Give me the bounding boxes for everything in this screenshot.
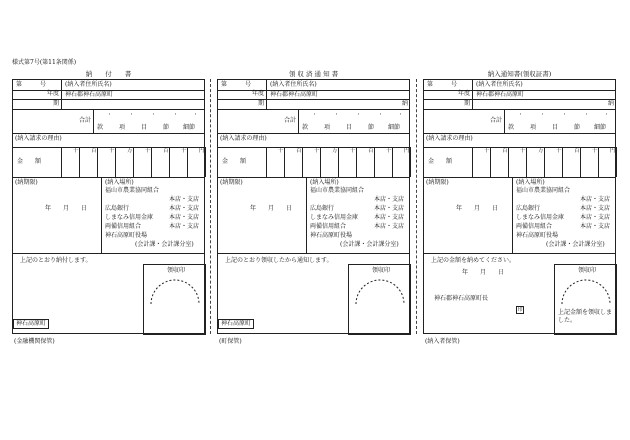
form-rule bbox=[13, 253, 204, 254]
stamp-note: 上記金額を領収しました。 bbox=[558, 309, 613, 324]
branch-label: 本店・支店 bbox=[374, 214, 405, 221]
amount-grid-line bbox=[374, 147, 375, 177]
amount-unit-label: 千 bbox=[350, 148, 356, 154]
account-col-label: 節 bbox=[368, 124, 375, 131]
account-dot: ・ bbox=[173, 112, 179, 118]
account-col-label: 款 bbox=[97, 124, 104, 131]
amount-unit-label: 円 bbox=[610, 148, 616, 154]
amount-grid-line bbox=[266, 147, 267, 177]
bank-name: 両備信用組合 bbox=[310, 223, 347, 230]
account-dot: ・ bbox=[540, 112, 546, 118]
amount-unit-label: 百 bbox=[368, 148, 374, 154]
form-rule bbox=[504, 109, 505, 133]
form-rule bbox=[218, 253, 409, 254]
amount-grid-line bbox=[61, 147, 62, 177]
payer-suffix: 納 bbox=[608, 100, 615, 107]
account-dot: ・ bbox=[356, 112, 362, 118]
row-no-label: 第 号 bbox=[16, 81, 47, 88]
amount-grid-line bbox=[526, 147, 527, 177]
deadline-label: (納期限) bbox=[15, 179, 38, 186]
bank-name: 広島銀行 bbox=[310, 205, 335, 212]
bank-name: しまなみ信用金庫 bbox=[516, 214, 565, 221]
account-col-label: 目 bbox=[346, 124, 353, 131]
form-rule bbox=[61, 80, 62, 109]
account-col-label: 目 bbox=[552, 124, 559, 131]
amount-grid-line bbox=[133, 147, 134, 177]
office-dept: (会計課・会計課分室) bbox=[135, 241, 194, 248]
amount-label: 金 額 bbox=[17, 158, 42, 165]
account-col-label: 款 bbox=[302, 124, 309, 131]
branch-label: 本店・支店 bbox=[580, 205, 611, 212]
row-year-label: 年度 bbox=[47, 90, 60, 97]
account-col-label: 節 bbox=[574, 124, 581, 131]
bank-name: 広島銀行 bbox=[105, 205, 130, 212]
amount-unit-label: 十 bbox=[386, 148, 392, 154]
branch-label: 本店・支店 bbox=[374, 205, 405, 212]
account-col-label: 細節 bbox=[388, 124, 401, 131]
amount-grid-line bbox=[562, 147, 563, 177]
total-label: 合計 bbox=[79, 117, 92, 124]
form-rule bbox=[472, 80, 473, 109]
row-period-label: 期 bbox=[464, 100, 471, 107]
form-rule bbox=[218, 177, 409, 178]
amount-grid-line bbox=[598, 147, 599, 177]
amount-unit-label: 万 bbox=[538, 148, 544, 154]
amount-grid-line bbox=[302, 147, 303, 177]
account-col-label: 項 bbox=[119, 124, 126, 131]
amount-grid-line bbox=[544, 147, 545, 177]
deadline-label: (納期限) bbox=[220, 179, 243, 186]
office-dept: (会計課・会計課分室) bbox=[340, 241, 399, 248]
amount-label: 金 額 bbox=[428, 158, 453, 165]
footer-box-label: 神石高原町 bbox=[13, 319, 49, 329]
form-rule bbox=[218, 109, 409, 110]
payer-label: (納入者住所氏名) bbox=[270, 81, 317, 88]
account-dot: ・ bbox=[604, 112, 610, 118]
amount-grid-line bbox=[320, 147, 321, 177]
form-rule bbox=[101, 177, 102, 253]
form-rule bbox=[13, 133, 204, 134]
account-dot: ・ bbox=[378, 112, 384, 118]
amount-grid-line bbox=[580, 147, 581, 177]
row-period-label: 期 bbox=[258, 100, 265, 107]
row-no-label: 第 号 bbox=[427, 81, 458, 88]
amount-unit-label: 百 bbox=[91, 148, 97, 154]
total-label: 合計 bbox=[284, 117, 297, 124]
form-rule bbox=[13, 99, 204, 100]
amount-unit-label: 十 bbox=[181, 148, 187, 154]
amount-grid-line bbox=[490, 147, 491, 177]
total-label: 合計 bbox=[490, 117, 503, 124]
payer-address: 神石郡神石高原町 bbox=[476, 91, 525, 98]
payer-address: 神石郡神石高原町 bbox=[270, 91, 319, 98]
account-col-label: 目 bbox=[141, 124, 148, 131]
cut-line bbox=[210, 79, 211, 334]
deadline-date: 年 月 日 bbox=[45, 205, 88, 212]
branch-label: 本店・支店 bbox=[580, 196, 611, 203]
payer-label: (納入者住所氏名) bbox=[476, 81, 523, 88]
footer-box-label: 神石高原町 bbox=[218, 319, 254, 329]
amount-label: 金 額 bbox=[222, 158, 247, 165]
row-year-label: 年度 bbox=[458, 90, 471, 97]
statement-text: 上記のとおり領収したから通知します。 bbox=[225, 257, 333, 264]
branch-label: 本店・支店 bbox=[169, 196, 200, 203]
place-label: (納入場所) bbox=[516, 179, 545, 186]
bank-name: しまなみ信用金庫 bbox=[310, 214, 359, 221]
amount-grid-line bbox=[284, 147, 285, 177]
amount-grid-line bbox=[187, 147, 188, 177]
amount-unit-label: 十 bbox=[109, 148, 115, 154]
amount-grid-line bbox=[338, 147, 339, 177]
office-dept: (会計課・会計課分室) bbox=[546, 241, 605, 248]
deadline-date: 年 月 日 bbox=[456, 205, 499, 212]
form-rule bbox=[306, 177, 307, 253]
stamp-label: 領収印 bbox=[167, 267, 186, 274]
stamp-arc-icon bbox=[149, 276, 201, 306]
form-title: 納入通知書(領収証書) bbox=[487, 70, 552, 78]
account-dot: ・ bbox=[562, 112, 568, 118]
amount-grid-line bbox=[616, 147, 617, 177]
place-label: (納入場所) bbox=[310, 179, 339, 186]
amount-unit-label: 千 bbox=[145, 148, 151, 154]
statement-text: 上記の金額を納めてください。 bbox=[431, 257, 516, 264]
mayor-label: 神石郡神石高原町長 bbox=[434, 295, 489, 302]
amount-unit-label: 円 bbox=[199, 148, 205, 154]
amount-grid-line bbox=[79, 147, 80, 177]
form-rule bbox=[424, 109, 615, 110]
amount-unit-label: 百 bbox=[502, 148, 508, 154]
stamp-arc-icon bbox=[354, 276, 406, 306]
claim-reason-label: (納入請求の理由) bbox=[220, 135, 267, 142]
stamp-label: 領収印 bbox=[372, 267, 391, 274]
form-title: 納 付 書 bbox=[85, 70, 132, 78]
amount-grid-line bbox=[97, 147, 98, 177]
form-rule bbox=[424, 177, 615, 178]
stamp-arc-icon bbox=[560, 276, 612, 306]
amount-unit-label: 百 bbox=[163, 148, 169, 154]
amount-unit-label: 十 bbox=[314, 148, 320, 154]
account-col-label: 細節 bbox=[183, 124, 196, 131]
payer-address: 神石郡神石高原町 bbox=[65, 91, 114, 98]
amount-grid-line bbox=[410, 147, 411, 177]
bank-main: 福山市農業協同組合 bbox=[516, 187, 571, 194]
branch-label: 本店・支店 bbox=[374, 223, 405, 230]
branch-label: 本店・支店 bbox=[169, 223, 200, 230]
amount-grid-line bbox=[205, 147, 206, 177]
branch-label: 本店・支店 bbox=[580, 214, 611, 221]
amount-unit-label: 百 bbox=[296, 148, 302, 154]
account-dot: ・ bbox=[151, 112, 157, 118]
amount-unit-label: 千 bbox=[484, 148, 490, 154]
form-rule bbox=[13, 109, 204, 110]
office-name: 神石高原町役場 bbox=[105, 232, 148, 239]
form-rule bbox=[424, 99, 615, 100]
amount-grid-line bbox=[151, 147, 152, 177]
payer-suffix: 納 bbox=[402, 100, 409, 107]
form-panel bbox=[217, 79, 410, 334]
branch-label: 本店・支店 bbox=[580, 223, 611, 230]
account-col-label: 節 bbox=[163, 124, 170, 131]
row-period-label: 期 bbox=[53, 100, 60, 107]
form-title: 領 収 済 通 知 書 bbox=[288, 70, 339, 78]
form-rule bbox=[13, 177, 204, 178]
claim-reason-label: (納入請求の理由) bbox=[426, 135, 473, 142]
amount-grid-line bbox=[472, 147, 473, 177]
account-dot: ・ bbox=[312, 112, 318, 118]
place-label: (納入場所) bbox=[105, 179, 134, 186]
bank-name: 両備信用組合 bbox=[516, 223, 553, 230]
bank-main: 福山市農業協同組合 bbox=[310, 187, 365, 194]
amount-unit-label: 千 bbox=[278, 148, 284, 154]
statement-text: 上記のとおり納付します。 bbox=[20, 257, 92, 264]
office-name: 神石高原町役場 bbox=[310, 232, 353, 239]
amount-unit-label: 十 bbox=[592, 148, 598, 154]
account-dot: ・ bbox=[193, 112, 199, 118]
form-rule bbox=[266, 80, 267, 109]
account-col-label: 款 bbox=[508, 124, 515, 131]
account-dot: ・ bbox=[334, 112, 340, 118]
custody-note: (納入者保管) bbox=[425, 338, 460, 345]
amount-unit-label: 千 bbox=[556, 148, 562, 154]
stamp-label: 領収印 bbox=[578, 267, 597, 274]
bank-name: しまなみ信用金庫 bbox=[105, 214, 154, 221]
bank-name: 両備信用組合 bbox=[105, 223, 142, 230]
amount-grid-line bbox=[356, 147, 357, 177]
account-dot: ・ bbox=[518, 112, 524, 118]
office-name: 神石高原町役場 bbox=[516, 232, 559, 239]
account-dot: ・ bbox=[107, 112, 113, 118]
amount-unit-label: 万 bbox=[332, 148, 338, 154]
branch-label: 本店・支店 bbox=[169, 205, 200, 212]
amount-unit-label: 円 bbox=[404, 148, 410, 154]
account-col-label: 項 bbox=[530, 124, 537, 131]
account-col-label: 細節 bbox=[594, 124, 607, 131]
deadline-label: (納期限) bbox=[426, 179, 449, 186]
claim-reason-label: (納入請求の理由) bbox=[15, 135, 62, 142]
form-rule bbox=[218, 99, 409, 100]
amount-unit-label: 十 bbox=[520, 148, 526, 154]
custody-note: (町保管) bbox=[219, 338, 242, 345]
form-rule bbox=[218, 133, 409, 134]
notice-date: 年 月 日 bbox=[462, 269, 505, 276]
account-dot: ・ bbox=[129, 112, 135, 118]
form-rule bbox=[93, 109, 94, 133]
payer-label: (納入者住所氏名) bbox=[65, 81, 112, 88]
cut-line bbox=[416, 79, 417, 334]
deadline-date: 年 月 日 bbox=[250, 205, 293, 212]
form-rule bbox=[424, 133, 615, 134]
row-year-label: 年度 bbox=[252, 90, 265, 97]
form-rule bbox=[424, 253, 615, 254]
amount-grid-line bbox=[508, 147, 509, 177]
branch-label: 本店・支店 bbox=[169, 214, 200, 221]
form-rule bbox=[298, 109, 299, 133]
form-number: 様式第7号(第11条関係) bbox=[12, 59, 77, 66]
amount-grid-line bbox=[169, 147, 170, 177]
amount-unit-label: 万 bbox=[127, 148, 133, 154]
branch-label: 本店・支店 bbox=[374, 196, 405, 203]
amount-grid-line bbox=[115, 147, 116, 177]
form-rule bbox=[512, 177, 513, 253]
amount-unit-label: 千 bbox=[73, 148, 79, 154]
form-panel bbox=[12, 79, 205, 334]
form-panel bbox=[423, 79, 616, 334]
account-dot: ・ bbox=[584, 112, 590, 118]
bank-name: 広島銀行 bbox=[516, 205, 541, 212]
seal-mark: 印 bbox=[517, 307, 523, 313]
bank-main: 福山市農業協同組合 bbox=[105, 187, 160, 194]
account-col-label: 項 bbox=[324, 124, 331, 131]
amount-grid-line bbox=[392, 147, 393, 177]
row-no-label: 第 号 bbox=[221, 81, 252, 88]
amount-unit-label: 百 bbox=[574, 148, 580, 154]
custody-note: (金融機関保管) bbox=[14, 338, 55, 345]
account-dot: ・ bbox=[398, 112, 404, 118]
